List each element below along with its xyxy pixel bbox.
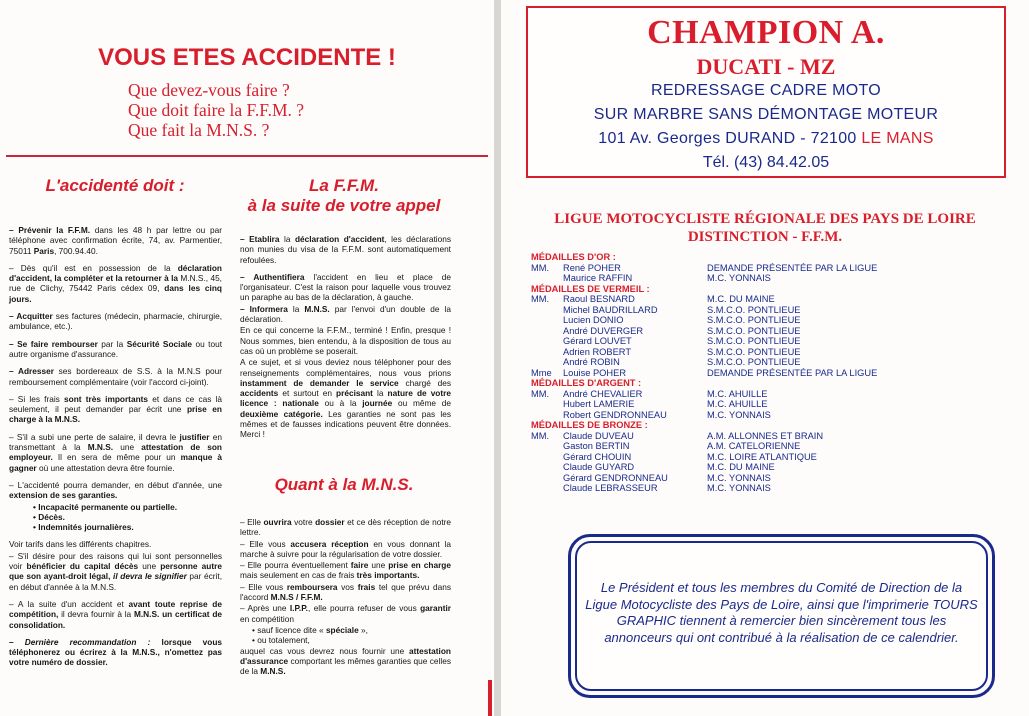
edge-mark (488, 680, 492, 716)
medal-row (531, 305, 1011, 316)
medal-name: Claude DUVEAU (563, 430, 634, 441)
medal-name: Robert GENDRONNEAU (563, 409, 667, 420)
ad-phone: Tél. (43) 84.42.05 (702, 154, 830, 171)
medal-assoc: M.C. YONNAIS (707, 409, 771, 420)
medal-category: MÉDAILLES D'OR : (531, 252, 616, 262)
page-gutter (494, 0, 501, 716)
medal-title: MM. (531, 294, 550, 304)
medal-assoc: M.C. DU MAINE (707, 462, 775, 472)
medal-title (531, 399, 563, 410)
col1-p8: – L'accidenté pourra demander, en début d'année, une extension de ses garanties. (9, 479, 222, 501)
medal-row (531, 336, 1011, 347)
medal-title (531, 452, 563, 463)
medal-assoc: S.M.C.O. PONTLIEUE (707, 325, 801, 336)
medal-title (531, 462, 563, 473)
col2-p5: A ce sujet, et si vous deviez nous téléphoner pour des renseignements complémentaires, nous vous prions instamment de demander le service chargé des accidents et surtout en précisant la nature de votre licence : nationale ou à la journée ou même de deuxième catégorie. Les garanties ne sont pas les mêmes et de fausses indications peuvent être données. Merci ! (240, 357, 452, 440)
medal-name: André ROBIN (563, 357, 620, 367)
page-title: VOUS ETES ACCIDENTE ! (98, 44, 396, 71)
medal-name: Michel BAUDRILLARD (563, 304, 658, 315)
ad-address: 101 Av. Georges DURAND - 72100 LE MANS (598, 130, 934, 147)
medal-row (531, 483, 1011, 494)
col2-heading-line2: à la suite de votre appel (247, 196, 441, 215)
col1-heading: L'accidenté doit : (45, 176, 185, 195)
medal-title (531, 441, 563, 452)
medal-assoc: M.C. YONNAIS (707, 472, 771, 483)
medal-name: André DUVERGER (563, 325, 644, 336)
col1-p6: – Si les frais sont très importants et dans ce cas là seulement, il peut demander par écrit une prise en charge à la M.N.S. (9, 393, 222, 425)
medal-row (531, 462, 1011, 473)
question-3: Que fait la M.N.S. ? (128, 120, 270, 140)
col1-p3: – Acquitter ses factures (médecin, pharmacie, chirurgie, ambulance, etc.). (9, 311, 222, 332)
medal-name: Louise POHER (563, 367, 627, 378)
medal-title: MM. (531, 388, 550, 399)
medal-name: Gaston BERTIN (563, 441, 630, 451)
medal-row (531, 389, 1011, 400)
col1-p12: – Dernière recommandation : lorsque vous téléphonerez ou écrirez à la M.N.S., n'omettez pas votre numéro de dossier. (9, 636, 222, 668)
medal-category: MÉDAILLES DE VERMEIL : (531, 283, 650, 294)
ad-line-1: REDRESSAGE CADRE MOTO (650, 82, 882, 99)
medal-assoc: M.C. AHUILLE (707, 388, 768, 399)
medal-row (531, 315, 1011, 326)
medal-row (531, 452, 1011, 463)
section-divider (6, 155, 488, 157)
list-item: • sauf licence dite « spéciale », (252, 624, 368, 635)
medal-name: Hubert LAMERIE (563, 399, 635, 409)
medal-assoc: M.C. YONNAIS (707, 273, 771, 283)
col1-p11: – A la suite d'un accident et avant toute reprise de compétition, il devra fournir à la M.N.S. un certificat de consolidation. (9, 598, 222, 630)
medal-category: MÉDAILLES D'ARGENT : (531, 378, 642, 388)
col1-p1: – Prévenir la F.F.M. dans les 48 h par lettre ou par téléphone avec confirmation écrite, 74, av. Parmentier, 75011 Paris, 700.94.40. (9, 225, 222, 256)
medal-title (531, 326, 563, 337)
medal-assoc: S.M.C.O. PONTLIEUE (707, 346, 801, 357)
medal-assoc: M.C. DU MAINE (707, 294, 775, 304)
left-page (0, 0, 494, 716)
medal-assoc: M.C. AHUILLE (707, 399, 768, 409)
medal-assoc: S.M.C.O. PONTLIEUE (707, 336, 801, 346)
medal-title (531, 273, 563, 284)
medal-title (531, 347, 563, 358)
medal-assoc: M.C. LOIRE ATLANTIQUE (707, 451, 817, 462)
medal-row (531, 347, 1011, 358)
col2-heading (236, 176, 452, 216)
medal-title (531, 305, 563, 316)
col2-p3: – Informera la M.N.S. par l'envoi d'un double de la déclaration. (240, 303, 451, 325)
medal-name: Claude LEBRASSEUR (563, 483, 658, 493)
col3-heading: Quant à la M.N.S. (274, 475, 414, 494)
medal-row (531, 473, 1011, 484)
medal-row (531, 357, 1011, 368)
medal-name: Adrien ROBERT (563, 346, 632, 357)
medal-row (531, 410, 1011, 421)
col1-p4: – Se faire rembourser par la Sécurité Sociale ou tout autre organisme d'assurance. (9, 338, 222, 359)
col1-p2: – Dès qu'il est en possession de la déclaration d'accident, la compléter et la retourner à la M.N.S., 45, rue de Clichy, 75442 Paris cédex 09, dans les cinq jours. (9, 262, 222, 304)
ad-brand: DUCATI - MZ (696, 54, 836, 79)
col3-p5: – Après une I.P.P., elle pourra refuser de vous garantir en compétition (240, 603, 451, 624)
medals-list (531, 252, 1011, 494)
ligue-title-line1: LIGUE MOTOCYCLISTE RÉGIONALE DES PAYS DE LOIRE (554, 211, 976, 227)
ad-line-2: SUR MARBRE SANS DÉMONTAGE MOTEUR (593, 106, 939, 123)
list-item: • Indemnités journalières. (33, 522, 134, 533)
medal-assoc: DEMANDE PRÉSENTÉE PAR LA LIGUE (707, 262, 878, 273)
col3-p3: – Elle pourra éventuellement faire une prise en charge mais seulement en cas de frais très importants. (240, 560, 451, 581)
ligue-title-line2: DISTINCTION - F.F.M. (687, 229, 843, 245)
medal-row (531, 368, 1011, 379)
medal-row (531, 399, 1011, 410)
question-2: Que doit faire la F.F.M. ? (128, 100, 305, 120)
medal-name: Gérard LOUVET (563, 336, 632, 346)
col3-p6: auquel cas vous devrez nous fournir une attestation d'assurance comportant les mêmes garanties que celles de la M.N.S. (240, 645, 451, 677)
advertisement-box (526, 6, 1006, 178)
col3-text (240, 517, 451, 683)
medal-assoc: M.C. YONNAIS (707, 483, 771, 493)
ligue-title (501, 210, 1029, 246)
list-item: • ou totalement, (252, 635, 310, 646)
col2-heading-line1: La F.F.M. (309, 176, 379, 195)
medal-name: Gérard GENDRONNEAU (563, 472, 668, 483)
medal-name: René POHER (563, 262, 621, 273)
medal-name: Claude GUYARD (563, 462, 635, 472)
col2-text (240, 234, 451, 447)
medal-assoc: S.M.C.O. PONTLIEUE (707, 357, 801, 367)
medal-name: Gérard CHOUIN (563, 451, 632, 462)
medal-assoc: A.M. CATELORIENNE (707, 441, 801, 451)
col2-p4: En ce qui concerne la F.F.M., terminé ! Enfin, presque ! Nous sommes, bien entendu, à la disposition de tous au cas où un problème se poserait. (240, 325, 451, 356)
medal-row (531, 326, 1011, 337)
col1-p5: – Adresser ses bordereaux de S.S. à la M.N.S pour remboursement complémentaire (voir l'accord ci-joint). (9, 366, 222, 387)
col1-p10: – S'il désire pour des raisons qui lui sont personnelles voir bénéficier du capital décès une personne autre que son ayant-droit légal, il devra le signifier par écrit, en début d'année à la M.N.S. (9, 550, 223, 592)
col2-p2: – Authentifiera l'accident en lieu et place de l'organisateur. C'est la raison pour laquelle vous trouvez un paraphe au bas de la déclaration, à gauche. (240, 271, 451, 303)
medal-row (531, 294, 1011, 305)
medal-row (531, 431, 1011, 442)
medal-name: Maurice RAFFIN (563, 273, 633, 283)
questions (128, 80, 304, 140)
medal-name: Lucien DONIO (563, 315, 624, 325)
question-1: Que devez-vous faire ? (128, 80, 290, 100)
list-item: • Décès. (33, 511, 65, 522)
medal-name: Raoul BESNARD (563, 294, 635, 304)
medal-title (531, 336, 563, 347)
medal-assoc: S.M.C.O. PONTLIEUE (707, 315, 801, 325)
medal-assoc: DEMANDE PRÉSENTÉE PAR LA LIGUE (707, 367, 878, 378)
col2-p1: – Etablira la déclaration d'accident, les déclarations non munies du visa de la F.F.M. sont automatiquement refoulées. (240, 234, 452, 265)
col1-p7: – S'il a subi une perte de salaire, il devra le justifier en transmettant à la M.N.S. une attestation de son employeur. Il en sera de même pour un manque à gagner où une attestation devra être fournie. (9, 431, 223, 473)
medal-title (531, 473, 563, 484)
medal-category: MÉDAILLES DE BRONZE : (531, 420, 648, 430)
medal-title: Mme (531, 367, 552, 378)
medal-title (531, 410, 563, 421)
medal-name: André CHEVALIER (563, 388, 643, 399)
medal-row (531, 441, 1011, 452)
col3-p1: – Elle ouvrira votre dossier et ce dès réception de notre lettre. (240, 517, 451, 538)
medal-title (531, 483, 563, 494)
thanks-message: Le Président et tous les membres du Comité de Direction de la Ligue Motocycliste des Pays de Loire, ainsi que l'imprimerie TOURS GRAPHIC tiennent à remercier bien sincèrement tous les annonceurs qui ont contribué à la réalisation de ce calendrier. (585, 580, 978, 645)
medal-row (531, 263, 1011, 274)
col1-text (9, 225, 222, 675)
col1-p9: Voir tarifs dans les différents chapitres. (9, 539, 152, 550)
medal-title: MM. (531, 262, 550, 273)
medal-title (531, 357, 563, 368)
col3-p4: – Elle vous remboursera vos frais tel que prévu dans l'accord M.N.S / F.F.M. (240, 581, 452, 603)
col3-p2: – Elle vous accusera réception en vous donnant la marche à suivre pour la régularisation de votre dossier. (240, 538, 451, 559)
ad-name: CHAMPION A. (647, 14, 885, 51)
right-page (501, 0, 1029, 716)
list-item: • Incapacité permanente ou partielle. (33, 501, 177, 512)
medal-title: MM. (531, 430, 550, 441)
medal-assoc: A.M. ALLONNES ET BRAIN (707, 430, 824, 441)
medal-row (531, 273, 1011, 284)
medal-assoc: S.M.C.O. PONTLIEUE (707, 304, 801, 315)
medal-title (531, 315, 563, 326)
